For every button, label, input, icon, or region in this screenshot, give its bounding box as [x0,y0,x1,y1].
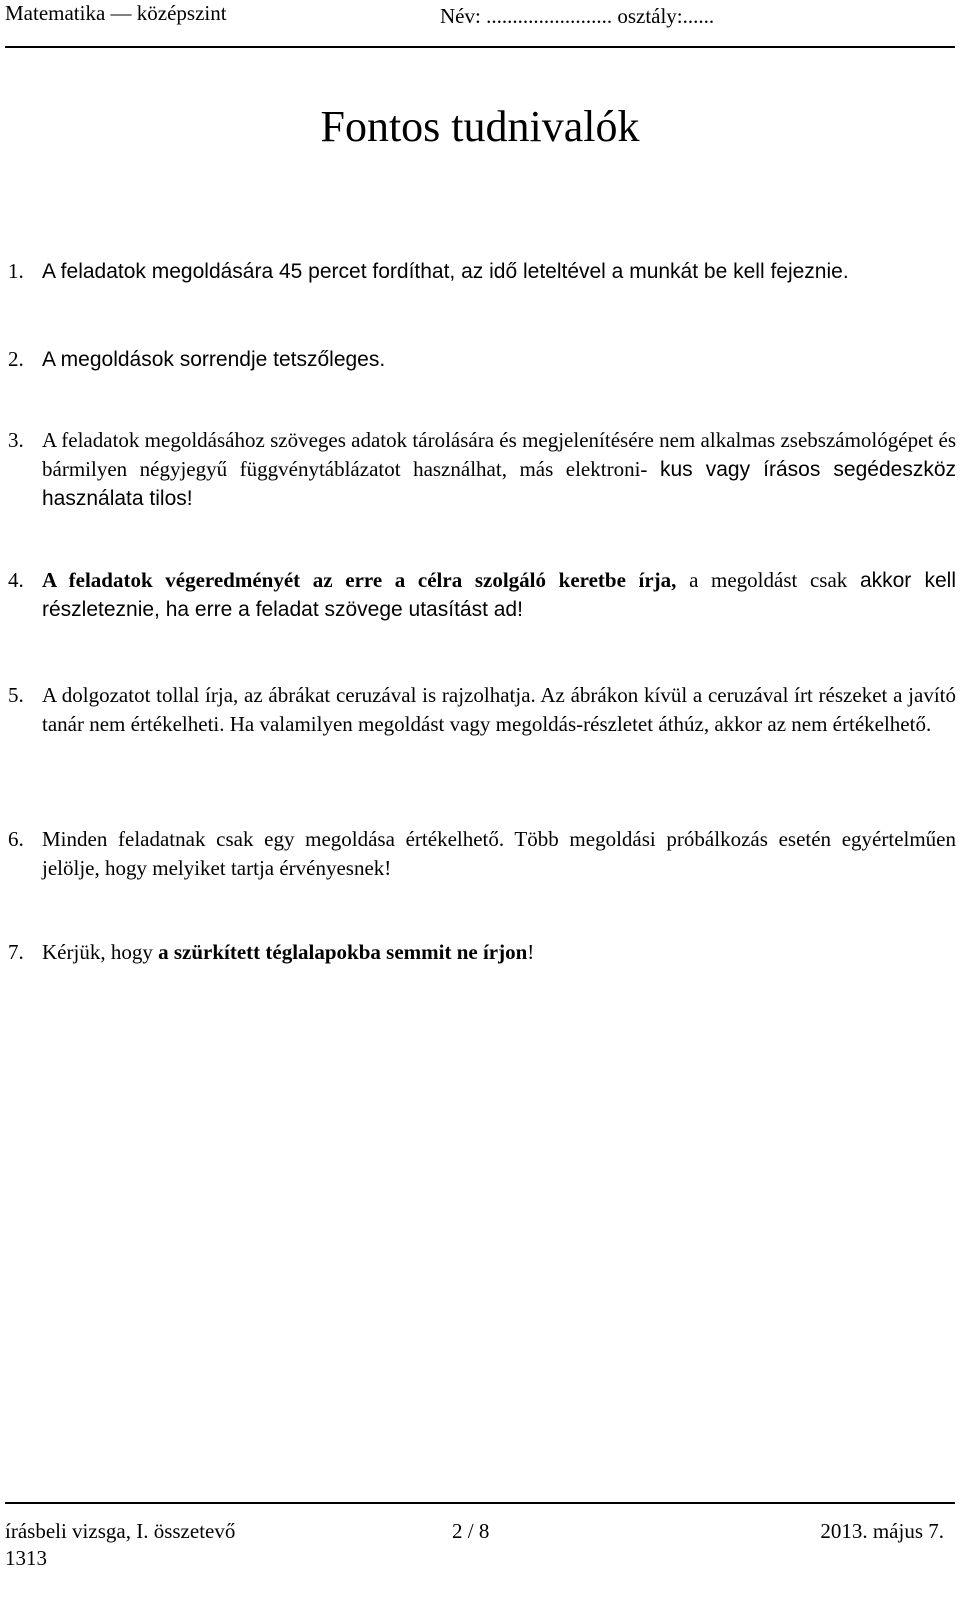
item-number: 2. [8,347,24,371]
footer-date: 2013. május 7. [820,1519,944,1543]
item-text-rest-2: akkor kell részleteznie, ha erre a feladat szövege utasítást ad! [42,569,957,621]
footer-page-number: 2 / 8 [452,1519,490,1543]
instruction-item-6 [8,825,956,883]
instruction-item-5 [8,681,956,739]
item-text: A dolgozatot tollal írja, az ábrákat ceruzával is rajzolhatja. Az ábrákon kívül a ceruzával írt részeket a javító tanár nem értékelheti. Ha valamilyen megoldást vagy megoldás-részletet áthúz, akkor az nem értékelhető. [42,683,956,736]
item-number: 7. [8,940,24,964]
footer-divider [5,1502,955,1504]
item-number: 5. [8,683,24,707]
item-text-bold: A feladatok végeredményét az erre a célra szolgáló keretbe írja, [42,568,677,592]
item-text: A feladatok megoldására 45 percet fordíthat, az idő leteltével a munkát be kell fejeznie. [42,260,849,283]
instruction-item-3 [8,426,956,513]
header-name-field: Név: ........................ osztály:...... [440,4,715,28]
instruction-item-1 [8,257,956,286]
item-text-pre: Kérjük, hogy [42,940,159,964]
item-number: 6. [8,827,24,851]
header-subject: Matematika — középszint [5,1,227,25]
instruction-item-2 [8,345,956,374]
instruction-item-4 [8,566,956,624]
header-divider [5,46,955,48]
item-text [42,938,956,967]
item-text: A megoldások sorrendje tetszőleges. [42,348,386,371]
item-text [42,426,956,513]
page-title: Fontos tudnivalók [320,102,640,151]
item-text: Minden feladatnak csak egy megoldása értékelhető. Több megoldási próbálkozás esetén egyértelműen jelölje, hogy melyiket tartja érvényesnek! [42,827,956,880]
item-text-rest: a megoldást csak [676,568,848,592]
item-number: 3. [8,428,24,452]
item-text [42,566,956,624]
page-header [0,0,960,50]
item-text-bold: a szürkített téglalapokba semmit ne írjon [158,940,528,964]
item-text-post: ! [527,940,535,964]
item-text-serif: A feladatok megoldásához szöveges adatok tárolására és megjelenítésére nem alkalmas zsebszámológépet és bármilyen négyjegyű függvénytáblázatot használhat, más elektroni- [42,428,956,481]
item-number: 1. [8,259,24,283]
footer-code: 1313 [5,1546,47,1570]
item-number: 4. [8,568,24,592]
footer-exam: írásbeli vizsga, I. összetevő [5,1519,236,1543]
instruction-item-7 [8,938,956,967]
item-text-sans: kus vagy írásos segédeszköz használata tilos! [42,458,957,510]
